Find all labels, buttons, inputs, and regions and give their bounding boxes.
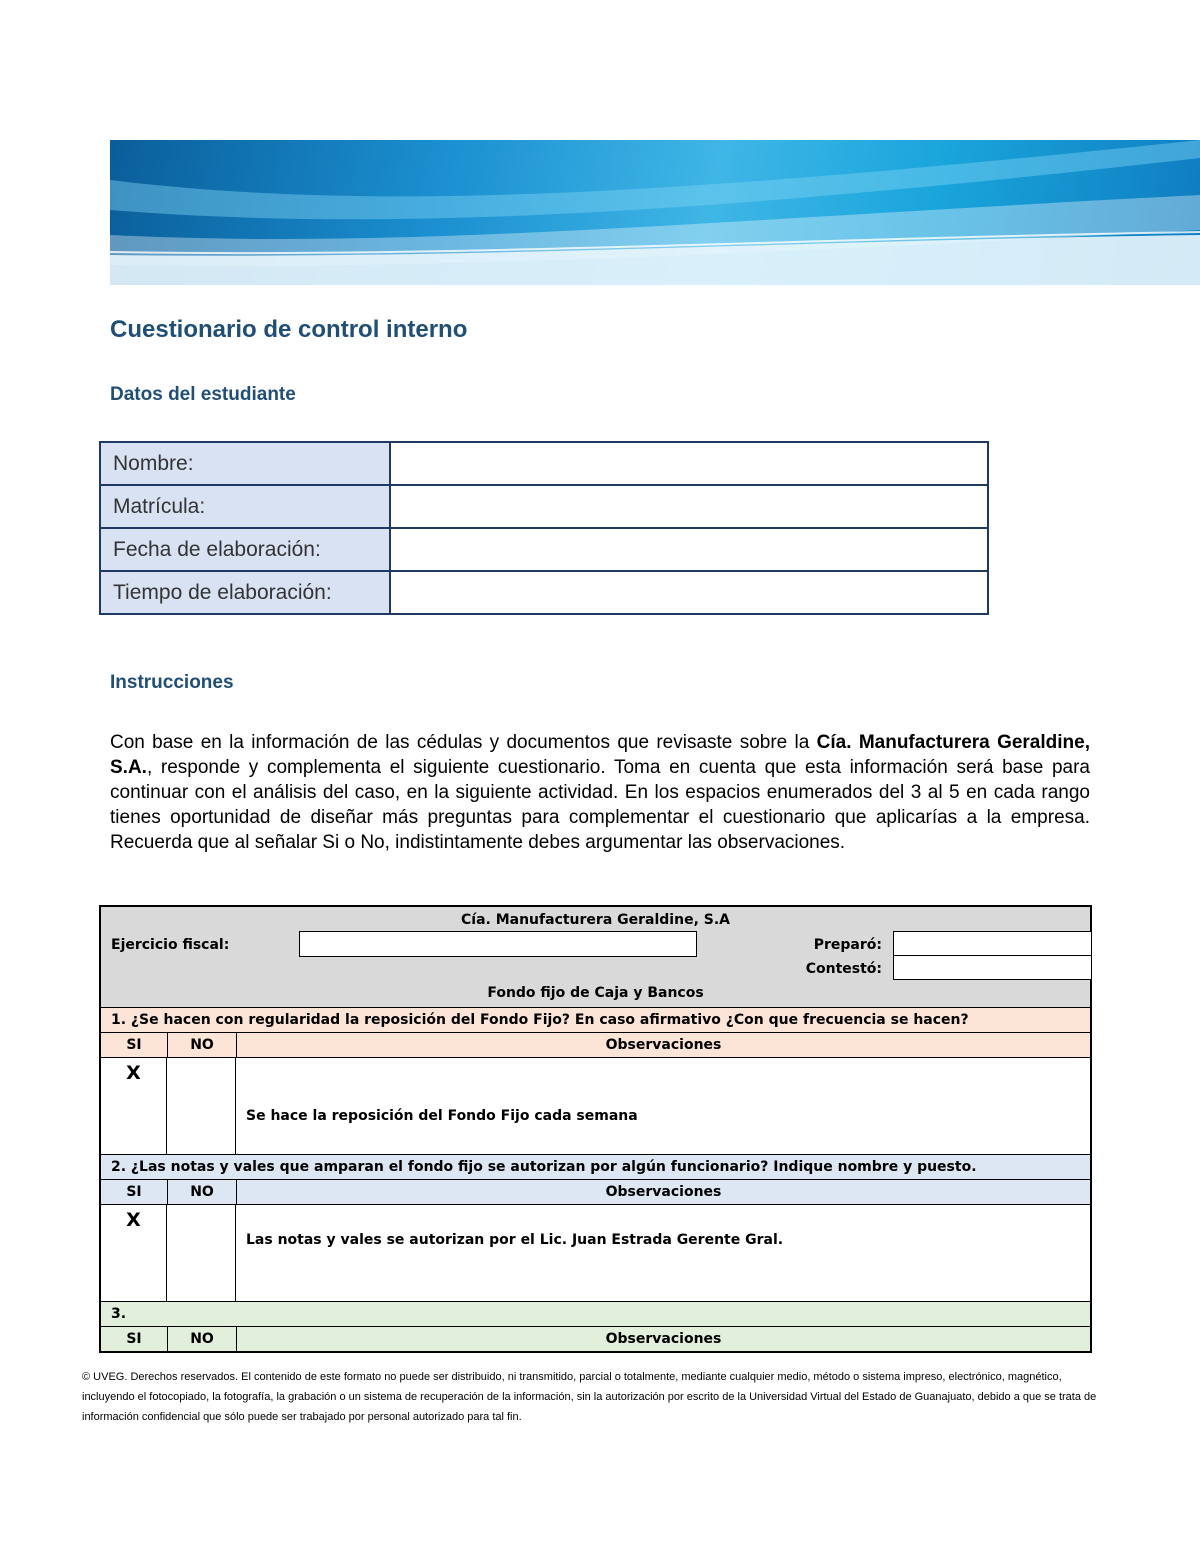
answer-1-observation[interactable]: Se hace la reposición del Fondo Fijo cada semana [246,1108,638,1124]
section-title: Fondo fijo de Caja y Bancos [487,985,704,1001]
fecha-field[interactable] [390,528,988,571]
table-row [100,528,988,571]
fecha-label: Fecha de elaboración: [100,528,390,571]
tiempo-label: Tiempo de elaboración: [100,571,390,614]
col-observaciones: Observaciones [605,1184,722,1200]
answer-2-no[interactable] [167,1205,236,1301]
instructions-heading: Instrucciones [110,672,234,693]
table-row [100,485,988,528]
company-title: Cía. Manufacturera Geraldine, S.A [461,912,730,928]
col-no: NO [168,1327,237,1351]
matricula-label: Matrícula: [100,485,390,528]
header-banner [110,140,1200,285]
question-3: 3. [101,1302,1090,1327]
nombre-label: Nombre: [100,442,390,485]
col-observaciones: Observaciones [605,1037,722,1053]
instructions-part-2: , responde y complementa el siguiente cuestionario. Toma en cuenta que esta información será base para continuar con el análisis del caso, en la siguiente actividad. En los espacios enumerados del 3 al 5 en cada rango tienes oportunidad de diseñar más preguntas para complementar el cuestionario que aplicarías a la empresa. Recuerda que al señalar Si o No, indistintamente debes argumentar las observaciones. [110,757,1090,853]
table-row [100,571,988,614]
page-title: Cuestionario de control interno [110,316,468,343]
question-2: 2. ¿Las notas y vales que amparan el fondo fijo se autorizan por algún funcionario? Indique nombre y puesto. [101,1155,1090,1180]
col-si: SI [101,1033,168,1057]
nombre-field[interactable] [390,442,988,485]
col-no: NO [168,1033,237,1057]
col-si: SI [101,1180,168,1204]
answer-1-no[interactable] [167,1058,236,1154]
fiscal-year-field[interactable] [299,931,697,957]
tiempo-field[interactable] [390,571,988,614]
column-header-row [101,1180,1090,1205]
answer-row-2 [101,1205,1090,1302]
questionnaire-table [99,905,1092,1353]
answer-2-observation[interactable]: Las notas y vales se autorizan por el Lic. Juan Estrada Gerente Gral. [246,1232,784,1248]
company-name-bold: Cía. Manufacturera Geraldine, S.A. [110,732,1090,778]
column-header-row [101,1033,1090,1058]
fiscal-year-label: Ejercicio fiscal: [111,937,230,953]
student-data-table [99,441,989,615]
banner-wave-graphic [110,140,1200,285]
answer-1-si[interactable]: X [101,1058,167,1154]
instructions-text [110,730,1090,855]
student-section-heading: Datos del estudiante [110,384,296,405]
answer-row-1 [101,1058,1090,1155]
column-header-row [101,1327,1090,1351]
col-no: NO [168,1180,237,1204]
table-row [100,442,988,485]
instructions-part-1: Con base en la información de las cédulas y documentos que revisaste sobre la [110,732,817,753]
answered-field[interactable] [893,955,1092,980]
prepared-field[interactable] [893,931,1092,956]
col-observaciones: Observaciones [605,1331,722,1347]
answered-label: Contestó: [805,961,882,977]
matricula-field[interactable] [390,485,988,528]
questionnaire-header [101,907,1090,1008]
col-si: SI [101,1327,168,1351]
prepared-label: Preparó: [813,937,882,953]
copyright-footer: © UVEG. Derechos reservados. El contenido de este formato no puede ser distribuido, ni transmitido, parcial o totalmente, mediante cualquier medio, método o sistema impreso, electrónico, magnético, incluyendo el fotocopiado, la fotografía, la grabación o un sistema de recuperación de la información, sin la autorización por escrito de la Universidad Virtual del Estado de Guanajuato, debido a que se trata de información confidencial que sólo puede ser trabajado por personal autorizado para tal fin. [82,1371,1097,1423]
question-1: 1. ¿Se hacen con regularidad la reposición del Fondo Fijo? En caso afirmativo ¿Con que frecuencia se hacen? [101,1008,1090,1033]
answer-2-si[interactable]: X [101,1205,167,1301]
